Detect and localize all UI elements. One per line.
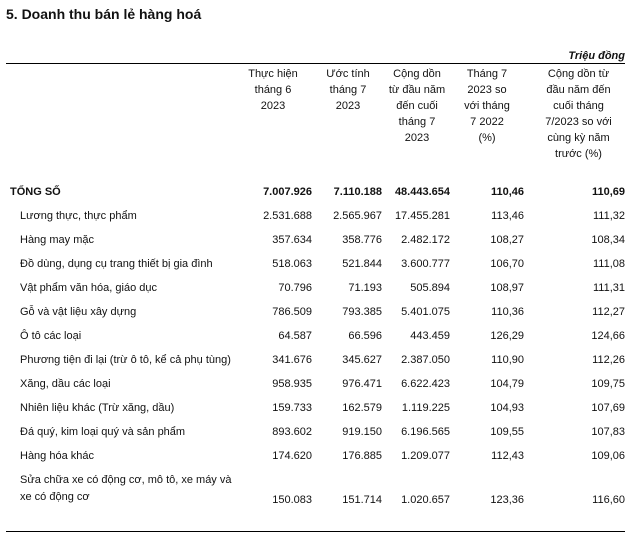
- header-row: [6, 64, 625, 180]
- row-v2: 919.150: [342, 426, 382, 438]
- header-month7: Ước tính tháng 7 2023: [326, 68, 370, 112]
- row-v3: 17.455.281: [394, 210, 450, 222]
- row-v5: 109,75: [591, 378, 625, 390]
- table-row: [6, 396, 625, 420]
- row-label: Nhiên liệu khác (Trừ xăng, dầu): [20, 402, 175, 414]
- row-v4: 109,55: [490, 426, 524, 438]
- header-cumulative: Cộng dồn từ đầu năm đến cuối tháng 7 2023: [388, 68, 446, 144]
- row-v2: 521.844: [342, 258, 382, 270]
- row-v2: 345.627: [342, 354, 382, 366]
- table-row: [6, 300, 625, 324]
- header-yoy-month: Tháng 7 2023 so với tháng 7 2022 (%): [464, 68, 510, 144]
- row-v5: 107,69: [591, 402, 625, 414]
- row-v4: 108,97: [490, 282, 524, 294]
- row-v3: 443.459: [410, 330, 450, 342]
- row-v5: 108,34: [591, 234, 625, 246]
- row-label: Lương thực, thực phẩm: [20, 210, 137, 222]
- row-v4: 106,70: [490, 258, 524, 270]
- row-v2: 162.579: [342, 402, 382, 414]
- row-v1: 357.634: [272, 234, 312, 246]
- row-v3: 1.020.657: [401, 494, 450, 506]
- row-v3: 1.119.225: [401, 402, 450, 414]
- row-v3: 505.894: [410, 282, 450, 294]
- total-v2: 7.110.188: [333, 186, 382, 198]
- row-v2: 66.596: [348, 330, 382, 342]
- row-v5: 107,83: [591, 426, 625, 438]
- row-v4: 108,27: [490, 234, 524, 246]
- table-row: [6, 324, 625, 348]
- row-v3: 6.622.423: [401, 378, 450, 390]
- row-label: Gỗ và vật liệu xây dựng: [20, 306, 137, 318]
- row-v3: 5.401.075: [401, 306, 450, 318]
- row-v1: 2.531.688: [263, 210, 312, 222]
- row-v3: 1.209.077: [401, 450, 450, 462]
- row-v5: 112,27: [592, 306, 625, 318]
- row-v2: 2.565.967: [333, 210, 382, 222]
- total-v3: 48.443.654: [394, 186, 450, 198]
- total-v1: 7.007.926: [263, 186, 312, 198]
- unit-label: Triệu đồng: [568, 50, 625, 62]
- table-row: [6, 252, 625, 276]
- row-label: Đá quý, kim loại quý và sản phẩm: [20, 426, 186, 438]
- table-row: [6, 372, 625, 396]
- row-v4: 110,36: [491, 306, 524, 318]
- table-row: [6, 204, 625, 228]
- page-title: 5. Doanh thu bán lẻ hàng hoá: [6, 6, 202, 22]
- retail-revenue-table: [6, 64, 625, 508]
- row-v1: 518.063: [272, 258, 312, 270]
- row-label: Đồ dùng, dụng cụ trang thiết bị gia đình: [20, 258, 213, 270]
- row-label: Vật phẩm văn hóa, giáo dục: [20, 282, 157, 294]
- table-row: [6, 276, 625, 300]
- row-v1: 70.796: [278, 282, 312, 294]
- row-v5: 116,60: [592, 494, 625, 506]
- row-v1: 159.733: [272, 402, 312, 414]
- row-v1: 786.509: [272, 306, 312, 318]
- row-v3: 2.482.172: [401, 234, 450, 246]
- row-v4: 112,43: [491, 450, 524, 462]
- row-v1: 341.676: [272, 354, 312, 366]
- row-v4: 113,46: [491, 210, 524, 222]
- row-v2: 71.193: [348, 282, 382, 294]
- total-label: TỔNG SỐ: [10, 186, 61, 198]
- total-v5: 110,69: [591, 186, 625, 198]
- row-v1: 958.935: [272, 378, 312, 390]
- table-row: [6, 228, 625, 252]
- row-v3: 3.600.777: [401, 258, 450, 270]
- row-v1: 64.587: [278, 330, 312, 342]
- row-v5: 111,31: [592, 282, 625, 294]
- row-v5: 111,32: [592, 210, 625, 222]
- row-v4: 110,90: [491, 354, 524, 366]
- row-label: Ô tô các loại: [20, 330, 82, 342]
- row-v5: 124,66: [591, 330, 625, 342]
- row-v1: 150.083: [272, 494, 312, 506]
- row-v4: 126,29: [490, 330, 524, 342]
- table-row: [6, 468, 625, 508]
- row-v3: 6.196.565: [401, 426, 450, 438]
- header-yoy-cumulative: Cộng dồn từ đầu năm đến cuối tháng 7/2023 so với cùng kỳ năm trước (%): [545, 68, 612, 160]
- row-label: Xăng, dầu các loại: [20, 378, 111, 390]
- table-row: [6, 444, 625, 468]
- row-v1: 893.602: [272, 426, 312, 438]
- row-v3: 2.387.050: [401, 354, 450, 366]
- row-v2: 976.471: [342, 378, 382, 390]
- row-v4: 104,79: [490, 378, 524, 390]
- row-v5: 109,06: [591, 450, 625, 462]
- row-v5: 112,26: [592, 354, 625, 366]
- bottom-rule: [6, 531, 625, 532]
- row-label: Hàng may mặc: [20, 234, 94, 246]
- table-row: [6, 420, 625, 444]
- header-item: [6, 64, 234, 180]
- row-v1: 174.620: [272, 450, 312, 462]
- header-month6: Thực hiện tháng 6 2023: [248, 68, 298, 112]
- row-v2: 176.885: [342, 450, 382, 462]
- row-v2: 358.776: [342, 234, 382, 246]
- row-label: Hàng hóa khác: [20, 450, 94, 462]
- row-label: Sửa chữa xe có động cơ, mô tô, xe máy và xe có động cơ: [20, 474, 232, 503]
- table-row: [6, 348, 625, 372]
- row-v5: 111,08: [592, 258, 625, 270]
- row-v2: 793.385: [342, 306, 382, 318]
- total-row: [6, 180, 625, 204]
- row-label: Phương tiện đi lại (trừ ô tô, kể cả phụ tùng): [20, 354, 231, 366]
- row-v2: 151.714: [342, 494, 382, 506]
- total-v4: 110,46: [490, 186, 524, 198]
- row-v4: 123,36: [490, 494, 524, 506]
- row-v4: 104,93: [490, 402, 524, 414]
